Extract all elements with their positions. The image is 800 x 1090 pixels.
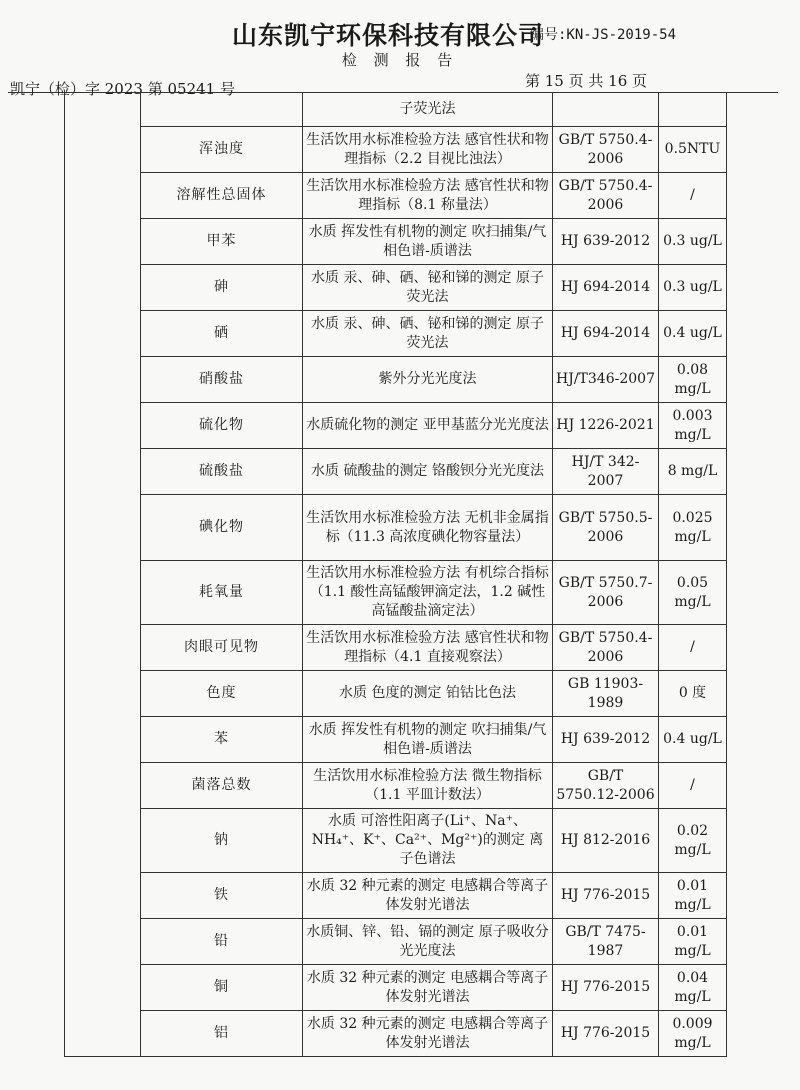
standard-cell: HJ 694-2014: [553, 265, 659, 311]
table-row: [65, 403, 727, 449]
table-row: [65, 449, 727, 495]
item-cell: 铜: [141, 965, 303, 1011]
limit-cell: 0.5NTU: [659, 127, 727, 173]
standard-cell: GB/T 5750.4-2006: [553, 625, 659, 671]
item-cell: 碘化物: [141, 495, 303, 561]
standard-cell: HJ 776-2015: [553, 965, 659, 1011]
standard-cell: GB/T 5750.5-2006: [553, 495, 659, 561]
standard-cell: GB 11903-1989: [553, 671, 659, 717]
item-cell: 钠: [141, 809, 303, 873]
blank-limit-cell: [659, 93, 727, 127]
company-name: 山东凯宁环保科技有限公司: [232, 21, 545, 50]
method-cell: 水质 汞、砷、硒、铋和锑的测定 原子荧光法: [303, 265, 553, 311]
item-cell: 甲苯: [141, 219, 303, 265]
item-cell: 砷: [141, 265, 303, 311]
limit-cell: /: [659, 173, 727, 219]
item-cell: 肉眼可见物: [141, 625, 303, 671]
limit-cell: 0.3 ug/L: [659, 265, 727, 311]
item-cell: 铁: [141, 873, 303, 919]
limit-cell: /: [659, 763, 727, 809]
limit-cell: /: [659, 625, 727, 671]
table-row: [65, 311, 727, 357]
table-row: [65, 1011, 727, 1057]
limit-cell: 0.025 mg/L: [659, 495, 727, 561]
method-cell: 生活饮用水标准检验方法 感官性状和物理指标（8.1 称量法）: [303, 173, 553, 219]
table-row: [65, 763, 727, 809]
method-cell: 水质 32 种元素的测定 电感耦合等离子体发射光谱法: [303, 1011, 553, 1057]
table-row: [65, 809, 727, 873]
standard-cell: GB/T 7475-1987: [553, 919, 659, 965]
standard-cell: HJ 1226-2021: [553, 403, 659, 449]
table-row: [65, 717, 727, 763]
method-cell: 生活饮用水标准检验方法 感官性状和物理指标（2.2 目视比浊法）: [303, 127, 553, 173]
blank-standard-cell: [553, 93, 659, 127]
limit-cell: 0.01 mg/L: [659, 873, 727, 919]
table-row: [65, 219, 727, 265]
limit-cell: 0.08 mg/L: [659, 357, 727, 403]
method-cell: 生活饮用水标准检验方法 感官性状和物理指标（4.1 直接观察法）: [303, 625, 553, 671]
item-cell: 苯: [141, 717, 303, 763]
table-row: [65, 671, 727, 717]
limit-cell: 0.4 ug/L: [659, 311, 727, 357]
method-cell: 水质 32 种元素的测定 电感耦合等离子体发射光谱法: [303, 965, 553, 1011]
table-row: [65, 127, 727, 173]
limit-cell: 0.01 mg/L: [659, 919, 727, 965]
table-row: [65, 265, 727, 311]
limit-cell: 0.003 mg/L: [659, 403, 727, 449]
page-info: 第 15 页 共 16 页: [525, 72, 648, 90]
limit-cell: 0.04 mg/L: [659, 965, 727, 1011]
standard-cell: HJ 694-2014: [553, 311, 659, 357]
limit-cell: 0.3 ug/L: [659, 219, 727, 265]
method-cell: 生活饮用水标准检验方法 微生物指标（1.1 平皿计数法）: [303, 763, 553, 809]
method-cell: 子荧光法: [303, 93, 553, 127]
table-row: [65, 561, 727, 625]
report-reference: 凯宁（检）字 2023 第 05241 号: [10, 80, 235, 98]
continuation-row: [65, 93, 727, 127]
standard-cell: HJ 812-2016: [553, 809, 659, 873]
method-cell: 水质硫化物的测定 亚甲基蓝分光光度法: [303, 403, 553, 449]
standard-cell: GB/T 5750.7-2006: [553, 561, 659, 625]
standard-cell: HJ 776-2015: [553, 1011, 659, 1057]
document-number: 编号:KN-JS-2019-54: [530, 27, 677, 43]
table-row: [65, 965, 727, 1011]
standard-cell: HJ/T346-2007: [553, 357, 659, 403]
item-cell: 铅: [141, 919, 303, 965]
method-cell: 生活饮用水标准检验方法 无机非金属指标（11.3 高浓度碘化物容量法）: [303, 495, 553, 561]
standard-cell: GB/T 5750.4-2006: [553, 173, 659, 219]
item-cell: 硫化物: [141, 403, 303, 449]
limit-cell: 8 mg/L: [659, 449, 727, 495]
method-cell: 水质 可溶性阳离子(Li⁺、Na⁺、NH₄⁺、K⁺、Ca²⁺、Mg²⁺)的测定 离子色谱法: [303, 809, 553, 873]
table-row: [65, 625, 727, 671]
limit-cell: 0 度: [659, 671, 727, 717]
table-row: [65, 495, 727, 561]
method-cell: 生活饮用水标准检验方法 有机综合指标（1.1 酸性高锰酸钾滴定法，1.2 碱性高锰酸盐滴定法）: [303, 561, 553, 625]
item-cell: 硒: [141, 311, 303, 357]
method-cell: 水质 汞、砷、硒、铋和锑的测定 原子荧光法: [303, 311, 553, 357]
standard-cell: GB/T 5750.12-2006: [553, 763, 659, 809]
table-row: [65, 873, 727, 919]
item-cell: 硫酸盐: [141, 449, 303, 495]
blank-item-cell: [141, 93, 303, 127]
limit-cell: 0.009 mg/L: [659, 1011, 727, 1057]
standard-cell: HJ 639-2012: [553, 219, 659, 265]
item-cell: 铝: [141, 1011, 303, 1057]
item-cell: 菌落总数: [141, 763, 303, 809]
report-title: 检 测 报 告: [341, 51, 459, 69]
standard-cell: HJ/T 342-2007: [553, 449, 659, 495]
blank-column-outer: [65, 93, 141, 1057]
table-row: [65, 173, 727, 219]
method-cell: 水质 挥发性有机物的测定 吹扫捕集/气相色谱-质谱法: [303, 717, 553, 763]
method-cell: 水质 色度的测定 铂钴比色法: [303, 671, 553, 717]
method-cell: 水质 挥发性有机物的测定 吹扫捕集/气相色谱-质谱法: [303, 219, 553, 265]
method-cell: 水质铜、锌、铅、镉的测定 原子吸收分光光度法: [303, 919, 553, 965]
item-cell: 浑浊度: [141, 127, 303, 173]
item-cell: 硝酸盐: [141, 357, 303, 403]
method-cell: 水质 32 种元素的测定 电感耦合等离子体发射光谱法: [303, 873, 553, 919]
limit-cell: 0.4 ug/L: [659, 717, 727, 763]
method-cell: 水质 硫酸盐的测定 铬酸钡分光光度法: [303, 449, 553, 495]
method-table: [64, 92, 727, 1057]
table-row: [65, 357, 727, 403]
item-cell: 溶解性总固体: [141, 173, 303, 219]
standard-cell: HJ 639-2012: [553, 717, 659, 763]
standard-cell: HJ 776-2015: [553, 873, 659, 919]
item-cell: 耗氧量: [141, 561, 303, 625]
item-cell: 色度: [141, 671, 303, 717]
limit-cell: 0.05 mg/L: [659, 561, 727, 625]
table-row: [65, 919, 727, 965]
limit-cell: 0.02 mg/L: [659, 809, 727, 873]
standard-cell: GB/T 5750.4-2006: [553, 127, 659, 173]
method-cell: 紫外分光光度法: [303, 357, 553, 403]
